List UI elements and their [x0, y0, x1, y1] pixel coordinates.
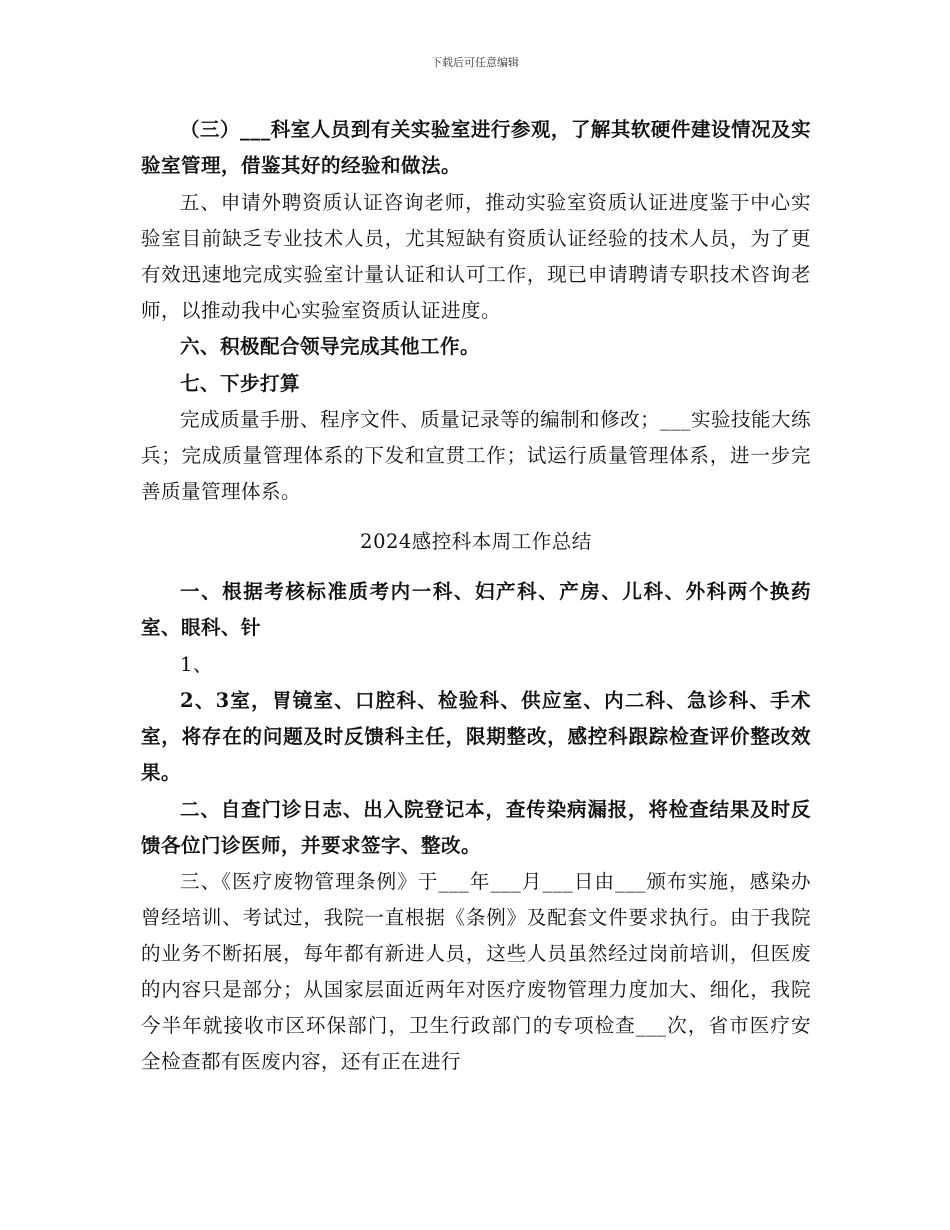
paragraph-next-plan-heading: 七、下步打算	[180, 371, 301, 395]
paragraph-item-2: 2、3室，胃镜室、口腔科、检验科、供应室、内二科、急诊科、手术室，将存在的问题及时反馈科主任，限期整改，感控科跟踪检查评价整改效果。	[141, 689, 811, 784]
paragraph-item-1: 1、	[180, 652, 213, 676]
paragraph-assessment: 一、根据考核标准质考内一科、妇产科、产房、儿科、外科两个换药室、眼科、针	[141, 580, 811, 639]
paragraph-other-work: 六、积极配合领导完成其他工作。	[180, 335, 481, 358]
document-body	[141, 112, 811, 1081]
paragraph-self-check: 二、自查门诊日志、出入院登记本，查传染病漏报，将检查结果及时反馈各位门诊医师，并要求签字、整改。	[141, 797, 811, 857]
paragraph-external-consultant: 五、申请外聘资质认证咨询老师，推动实验室资质认证进度鉴于中心实验室目前缺乏专业技术人员，尤其短缺有资质认证经验的技术人员，为了更有效迅速地完成实验室计量认证和认可工作，现已申请聘请专职技术咨询老师，以推动我中心实验室资质认证进度。	[141, 190, 811, 322]
paragraph-medical-waste: 三、《医疗废物管理条例》于___年___月___日由___颁布实施，感染办曾经培训、考试过，我院一直根据《条例》及配套文件要求执行。由于我院的业务不断拓展，每年都有新进人员，这些人员虽然经过岗前培训，但医废的内容只是部分；从国家层面近两年对医疗废物管理力度加大、细化，我院今半年就接收市区环保部门，卫生行政部门的专项检查___次，省市医疗安全检查都有医废内容，还有正在进行	[141, 870, 811, 1073]
page-header-note: 下载后可任意编辑	[431, 56, 519, 69]
paragraph-visit-labs: （三）___科室人员到有关实验室进行参观，了解其软硬件建设情况及实验室管理，借鉴其好的经验和做法。	[141, 118, 811, 177]
section-title: 2024感控科本周工作总结	[360, 530, 592, 553]
paragraph-next-plan: 完成质量手册、程序文件、质量记录等的编制和修改；___实验技能大练兵；完成质量管理体系的下发和宣贯工作；试运行质量管理体系，进一步完善质量管理体系。	[141, 408, 811, 503]
